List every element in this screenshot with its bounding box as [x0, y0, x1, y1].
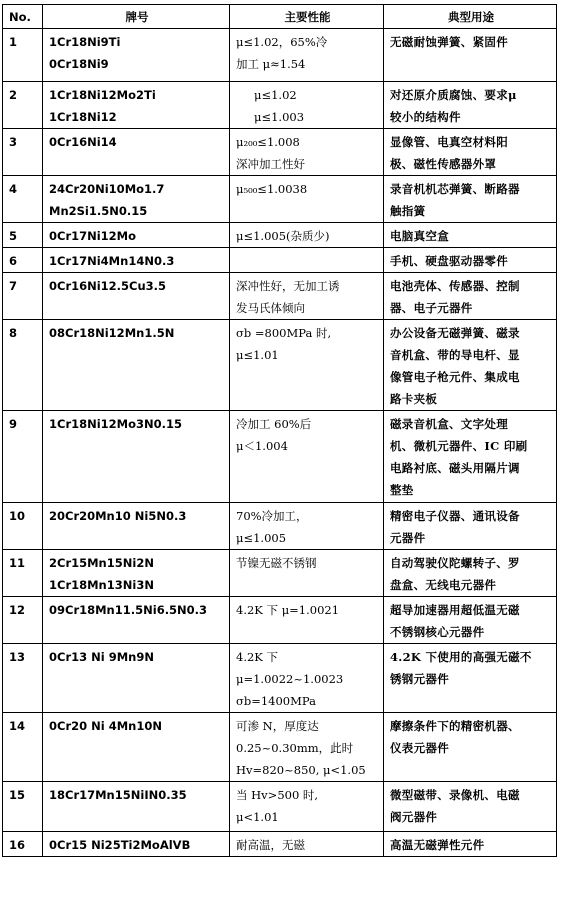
- grade-cell: [43, 411, 230, 503]
- table-row: [3, 644, 557, 713]
- properties-cell: [230, 320, 384, 411]
- grade-line: 09Cr18Mn11.5Ni6.5N0.3: [49, 603, 208, 617]
- use-line: 显像管、电真空材料阳: [390, 135, 508, 149]
- uses-cell: [384, 503, 557, 550]
- grade-line: 24Cr20Ni10Mo1.7: [49, 182, 165, 196]
- property-line: 4.2K 下: [236, 650, 279, 664]
- grade-line: 2Cr15Mn15Ni2N: [49, 556, 154, 570]
- row-number-text: 14: [9, 719, 26, 733]
- table-row: [3, 29, 557, 82]
- property-line: σb =800MPa 时,: [236, 326, 332, 340]
- property-line: 70%冷加工，: [236, 509, 308, 523]
- row-number-text: 7: [9, 279, 18, 293]
- property-line: μ≤1.003: [254, 110, 305, 124]
- grade-cell: [43, 248, 230, 273]
- grade-line: 1Cr18Ni12: [49, 110, 117, 124]
- properties-cell: [230, 29, 384, 82]
- property-line: 深冲加工性好: [236, 157, 305, 171]
- use-line: 无磁耐蚀弹簧、紧固件: [390, 35, 508, 49]
- table-row: [3, 411, 557, 503]
- grade-line: 1Cr18Ni12Mo3N0.15: [49, 417, 183, 431]
- property-line: 可渗 N，厚度达: [236, 719, 319, 733]
- row-number: [3, 782, 43, 832]
- row-number: [3, 82, 43, 129]
- use-line: 电脑真空盒: [390, 229, 449, 243]
- row-number-text: 13: [9, 650, 26, 664]
- row-number: [3, 644, 43, 713]
- use-line: 微型磁带、录像机、电磁: [390, 788, 520, 802]
- use-line: 4.2K 下使用的高强无磁不: [390, 650, 532, 664]
- properties-cell: [230, 644, 384, 713]
- row-number: [3, 713, 43, 782]
- use-line: 电池壳体、传感器、控制: [390, 279, 520, 293]
- use-line: 仪表元器件: [390, 741, 449, 755]
- grade-cell: [43, 713, 230, 782]
- grade-line: 1Cr18Mn13Ni3N: [49, 578, 154, 592]
- use-line: 像管电子枪元件、集成电: [390, 370, 520, 384]
- grade-cell: [43, 129, 230, 176]
- grade-line: 0Cr16Ni12.5Cu3.5: [49, 279, 167, 293]
- uses-cell: [384, 273, 557, 320]
- property-line: μ≤1.02，65%冷: [236, 35, 328, 49]
- grade-cell: [43, 82, 230, 129]
- table-row: [3, 248, 557, 273]
- use-line: 办公设备无磁弹簧、磁录: [390, 326, 520, 340]
- properties-cell: [230, 713, 384, 782]
- uses-cell: [384, 713, 557, 782]
- property-line: 节镍无磁不锈钢: [236, 556, 317, 570]
- header-no: No.: [3, 5, 43, 29]
- properties-cell: [230, 411, 384, 503]
- grade-line: 1Cr18Ni9Ti: [49, 35, 121, 49]
- grade-cell: [43, 644, 230, 713]
- property-line: μ≤1.005(杂质少): [236, 229, 330, 243]
- uses-cell: [384, 223, 557, 248]
- header-uses: 典型用途: [384, 5, 557, 29]
- grade-cell: [43, 550, 230, 597]
- row-number-text: 12: [9, 603, 26, 617]
- property-line: 深冲性好，无加工诱: [236, 279, 340, 293]
- grade-line: 0Cr20 Ni 4Mn10N: [49, 719, 162, 733]
- use-line: 音机盒、带的导电杆、显: [390, 348, 520, 362]
- grade-line: 0Cr13 Ni 9Mn9N: [49, 650, 154, 664]
- use-line: 阀元器件: [390, 810, 438, 824]
- grade-cell: [43, 29, 230, 82]
- uses-cell: [384, 550, 557, 597]
- use-line: 不锈钢核心元器件: [390, 625, 485, 639]
- table-row: [3, 320, 557, 411]
- uses-cell: [384, 832, 557, 857]
- uses-cell: [384, 129, 557, 176]
- uses-cell: [384, 782, 557, 832]
- row-number: [3, 597, 43, 644]
- properties-cell: [230, 129, 384, 176]
- use-line: 锈钢元器件: [390, 672, 449, 686]
- grade-line: 1Cr17Ni4Mn14N0.3: [49, 254, 175, 268]
- grade-cell: [43, 223, 230, 248]
- header-grade: 牌号: [43, 5, 230, 29]
- property-line: 4.2K 下 μ=1.0021: [236, 603, 340, 617]
- properties-cell: [230, 550, 384, 597]
- use-line: 录音机机芯弹簧、断路器: [390, 182, 520, 196]
- uses-cell: [384, 644, 557, 713]
- use-line: 磁录音机盒、文字处理: [390, 417, 508, 431]
- properties-cell: [230, 273, 384, 320]
- properties-cell: [230, 597, 384, 644]
- row-number: [3, 832, 43, 857]
- property-line: μ<1.01: [236, 810, 279, 824]
- use-line: 超导加速器用超低温无磁: [390, 603, 520, 617]
- table-row: [3, 550, 557, 597]
- uses-cell: [384, 411, 557, 503]
- grade-cell: [43, 832, 230, 857]
- use-line: 整垫: [390, 483, 414, 497]
- row-number-text: 4: [9, 182, 18, 196]
- grade-cell: [43, 503, 230, 550]
- property-line: 耐高温，无磁: [236, 838, 305, 852]
- uses-cell: [384, 29, 557, 82]
- grade-cell: [43, 273, 230, 320]
- grade-line: 0Cr17Ni12Mo: [49, 229, 137, 243]
- property-line: 加工 μ≈1.54: [236, 57, 306, 71]
- property-line: μ＜1.004: [236, 439, 288, 453]
- table-row: [3, 223, 557, 248]
- row-number-text: 16: [9, 838, 26, 852]
- table-row: [3, 503, 557, 550]
- use-line: 极、磁性传感器外罩: [390, 157, 497, 171]
- use-line: 路卡夹板: [390, 392, 438, 406]
- properties-cell: [230, 176, 384, 223]
- grade-line: 20Cr20Mn10 Ni5N0.3: [49, 509, 187, 523]
- row-number-text: 15: [9, 788, 26, 802]
- use-line: 触指簧: [390, 204, 426, 218]
- property-line: μ₂₀₀≤1.008: [236, 135, 300, 149]
- grade-cell: [43, 176, 230, 223]
- properties-cell: [230, 82, 384, 129]
- table-row: [3, 176, 557, 223]
- properties-cell: [230, 248, 384, 273]
- property-line: μ=1.0022~1.0023: [236, 672, 344, 686]
- row-number-text: 9: [9, 417, 18, 431]
- grade-cell: [43, 782, 230, 832]
- grade-line: 0Cr16Ni14: [49, 135, 117, 149]
- grade-line: Mn2Si1.5N0.15: [49, 204, 148, 218]
- grade-cell: [43, 320, 230, 411]
- row-number-text: 2: [9, 88, 18, 102]
- properties-cell: [230, 503, 384, 550]
- grade-line: 0Cr15 Ni25Ti2MoAlVB: [49, 838, 191, 852]
- row-number-text: 10: [9, 509, 26, 523]
- use-line: 电路衬底、磁头用隔片调: [390, 461, 520, 475]
- property-line: σb=1400MPa: [236, 694, 316, 708]
- use-line: 自动驾驶仪陀螺转子、罗: [390, 556, 520, 570]
- row-number: [3, 503, 43, 550]
- row-number: [3, 248, 43, 273]
- row-number: [3, 273, 43, 320]
- document-page: [2, 4, 556, 857]
- stainless-steel-table: [2, 4, 557, 857]
- row-number-text: 3: [9, 135, 18, 149]
- row-number: [3, 550, 43, 597]
- uses-cell: [384, 176, 557, 223]
- use-line: 机、微机元器件、IC 印刷: [390, 439, 528, 453]
- property-line: 当 Hv>500 时,: [236, 788, 319, 802]
- table-row: [3, 273, 557, 320]
- property-line: 0.25~0.30mm，此时: [236, 741, 354, 755]
- use-line: 元器件: [390, 531, 426, 545]
- grade-line: 1Cr18Ni12Mo2Ti: [49, 88, 156, 102]
- header-row: [3, 5, 557, 29]
- use-line: 器、电子元器件: [390, 301, 473, 315]
- row-number: [3, 29, 43, 82]
- property-line: μ≤1.01: [236, 348, 279, 362]
- grade-line: 08Cr18Ni12Mn1.5N: [49, 326, 175, 340]
- use-line: 精密电子仪器、通讯设备: [390, 509, 520, 523]
- table-row: [3, 782, 557, 832]
- table-row: [3, 832, 557, 857]
- uses-cell: [384, 82, 557, 129]
- use-line: 盘盒、无线电元器件: [390, 578, 497, 592]
- property-line: μ≤1.005: [236, 531, 287, 545]
- table-row: [3, 82, 557, 129]
- property-line: Hv=820~850, μ<1.05: [236, 763, 366, 777]
- use-line: 对还原介质腐蚀、要求μ: [390, 88, 517, 102]
- row-number-text: 1: [9, 35, 18, 49]
- property-line: μ₅₀₀≤1.0038: [236, 182, 308, 196]
- row-number-text: 11: [9, 556, 26, 570]
- table-row: [3, 713, 557, 782]
- grade-line: 0Cr18Ni9: [49, 57, 109, 71]
- use-line: 摩擦条件下的精密机器、: [390, 719, 520, 733]
- uses-cell: [384, 248, 557, 273]
- header-properties: 主要性能: [230, 5, 384, 29]
- row-number-text: 5: [9, 229, 18, 243]
- row-number: [3, 129, 43, 176]
- properties-cell: [230, 223, 384, 248]
- row-number-text: 8: [9, 326, 18, 340]
- uses-cell: [384, 320, 557, 411]
- property-line: 发马氏体倾向: [236, 301, 305, 315]
- use-line: 高温无磁弹性元件: [390, 838, 485, 852]
- row-number: [3, 320, 43, 411]
- grade-line: 18Cr17Mn15NiIN0.35: [49, 788, 187, 802]
- row-number-text: 6: [9, 254, 18, 268]
- property-line: 冷加工 60%后: [236, 417, 312, 431]
- properties-cell: [230, 832, 384, 857]
- use-line: 手机、硬盘驱动器零件: [390, 254, 508, 268]
- property-line: μ≤1.02: [254, 88, 297, 102]
- properties-cell: [230, 782, 384, 832]
- use-line: 较小的结构件: [390, 110, 461, 124]
- row-number: [3, 223, 43, 248]
- table-row: [3, 129, 557, 176]
- table-row: [3, 597, 557, 644]
- row-number: [3, 176, 43, 223]
- uses-cell: [384, 597, 557, 644]
- row-number: [3, 411, 43, 503]
- grade-cell: [43, 597, 230, 644]
